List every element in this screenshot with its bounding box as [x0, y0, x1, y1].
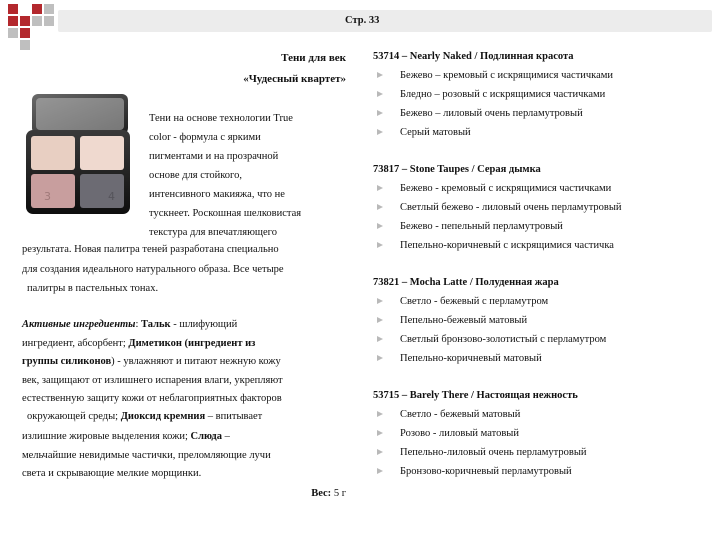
- shade-item: Бежево – лиловый очень перламутровый: [400, 108, 583, 119]
- shade-item: Пепельно-лиловый очень перламутровый: [400, 447, 587, 458]
- shade-item: Бежево - кремовый с искрящимися частичками: [400, 183, 612, 194]
- shade-group-header: 73821 – Mocha Latte / Полуденная жара: [373, 277, 559, 288]
- ingredient-text: окружающей среды;: [27, 411, 121, 422]
- corner-square: [8, 4, 18, 14]
- ingredient-name: Слюда: [190, 431, 222, 442]
- ingredients-line: [22, 467, 201, 480]
- shade-item: Пепельно-коричневый с искрящимися частичка: [400, 240, 614, 251]
- header-bar: [58, 10, 712, 32]
- corner-square: [44, 4, 54, 14]
- description-line: основе для стойкого,: [149, 170, 242, 181]
- description-line: результата. Новая палитра теней разработана специально: [22, 244, 279, 255]
- description-line: color - формула с яркими: [149, 132, 261, 143]
- eyeshadow-palette-image: [22, 92, 142, 217]
- bullet-arrow-icon: [377, 223, 383, 229]
- ingredient-text: век, защищают от излишнего испарения влаги, укрепляют: [22, 375, 283, 386]
- ingredients-line: [22, 355, 281, 368]
- bullet-arrow-icon: [377, 298, 383, 304]
- weight-value: 5 г: [331, 488, 346, 499]
- bullet-arrow-icon: [377, 242, 383, 248]
- ingredient-name: Диметикон (ингредиент из: [128, 338, 256, 349]
- ingredient-text: ингредиент, абсорбент;: [22, 338, 129, 349]
- bullet-arrow-icon: [377, 204, 383, 210]
- palette-shade-number: 3: [44, 190, 51, 203]
- ingredient-name: группы силиконов: [22, 356, 112, 367]
- description-line: тускнеет. Роскошная шелковистая: [149, 208, 302, 219]
- ingredient-text: :: [135, 319, 142, 330]
- shade-item: Бледно – розовый с искрящимися частичками: [400, 89, 606, 100]
- ingredients-line: [22, 430, 230, 443]
- ingredients-line: [22, 449, 271, 462]
- shade-item: Бежево - пепельный перламутровый: [400, 221, 563, 232]
- ingredients-line: [22, 318, 237, 331]
- ingredients-heading: Активные ингредиенты: [22, 319, 136, 330]
- bullet-arrow-icon: [377, 430, 383, 436]
- shade-item: Бронзово-коричневый перламутровый: [400, 466, 572, 477]
- ingredients-line: [27, 410, 262, 423]
- bullet-arrow-icon: [377, 411, 383, 417]
- description-line: Тени на основе технологии True: [149, 113, 293, 124]
- bullet-arrow-icon: [377, 72, 383, 78]
- corner-square: [44, 16, 54, 26]
- corner-square: [20, 40, 30, 50]
- shade-item: Розово - лиловый матовый: [400, 428, 519, 439]
- description-line: текстура для впечатляющего: [149, 227, 277, 238]
- corner-square: [20, 28, 30, 38]
- bullet-arrow-icon: [377, 449, 383, 455]
- bullet-arrow-icon: [377, 355, 383, 361]
- corner-square: [8, 16, 18, 26]
- product-weight: [311, 488, 346, 499]
- description-line: палитры в пастельных тонах.: [27, 283, 159, 294]
- ingredient-text: света и скрывающие мелкие морщинки.: [22, 468, 202, 479]
- ingredient-text: мельчайшие невидимые частички, преломляющие лучи: [22, 450, 271, 461]
- bullet-arrow-icon: [377, 91, 383, 97]
- page-number: Стр. 33: [345, 15, 380, 26]
- ingredient-name: Тальк: [141, 319, 171, 330]
- corner-square: [32, 4, 42, 14]
- ingredient-text: естественную защиту кожи от неблагоприятных факторов: [22, 393, 282, 404]
- weight-label: Вес:: [311, 488, 332, 499]
- shade-item: Светлый бежево - лиловый очень перламутровый: [400, 202, 622, 213]
- ingredients-line: [22, 337, 255, 350]
- description-line: интенсивного макияжа, что не: [149, 189, 285, 200]
- bullet-arrow-icon: [377, 317, 383, 323]
- bullet-arrow-icon: [377, 336, 383, 342]
- ingredients-line: [22, 392, 282, 405]
- shade-group-header: 73817 – Stone Taupes / Серая дымка: [373, 164, 541, 175]
- description-line: для создания идеального натурального образа. Все четыре: [22, 264, 284, 275]
- ingredient-text: – впитывает: [205, 411, 263, 422]
- ingredient-text: - шлифующий: [170, 319, 238, 330]
- ingredient-text: –: [221, 431, 230, 442]
- bullet-arrow-icon: [377, 185, 383, 191]
- shade-item: Светло - бежевый с перламутром: [400, 296, 549, 307]
- shade-group-header: 53715 – Barely There / Настоящая нежность: [373, 390, 578, 401]
- shade-group-header: 53714 – Nearly Naked / Подлинная красота: [373, 51, 574, 62]
- product-subtitle: «Чудесный квартет»: [243, 73, 346, 85]
- shade-item: Светло - бежевый матовый: [400, 409, 521, 420]
- product-title: Тени для век: [281, 52, 346, 64]
- bullet-arrow-icon: [377, 468, 383, 474]
- ingredients-line: [22, 374, 283, 387]
- shade-item: Бежево – кремовый с искрящимися частичками: [400, 70, 614, 81]
- bullet-arrow-icon: [377, 129, 383, 135]
- description-line: пигментами и на прозрачной: [149, 151, 279, 162]
- corner-square: [32, 16, 42, 26]
- shade-item: Серый матовый: [400, 127, 471, 138]
- palette-shade-number: 4: [108, 190, 115, 203]
- ingredient-name: Диоксид кремния: [120, 411, 206, 422]
- corner-square: [8, 28, 18, 38]
- ingredient-text: излишние жировые выделения кожи;: [22, 431, 191, 442]
- ingredient-text: ) - увлажняют и питают нежную кожу: [111, 356, 281, 367]
- shade-item: Пепельно-бежевый матовый: [400, 315, 528, 326]
- shade-item: Пепельно-коричневый матовый: [400, 353, 542, 364]
- corner-square: [20, 16, 30, 26]
- shade-item: Светлый бронзово-золотистый с перламутром: [400, 334, 607, 345]
- bullet-arrow-icon: [377, 110, 383, 116]
